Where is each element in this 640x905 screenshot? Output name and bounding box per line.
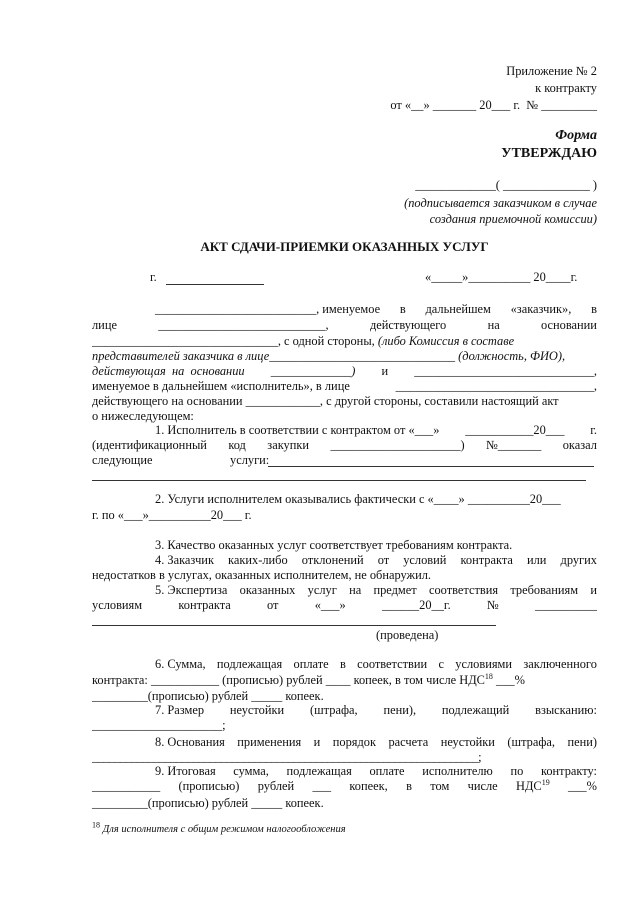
intro-line-5: действующая на основании _____________) и _____________________________,: [92, 364, 597, 378]
signature-note-2: создания приемочной комиссии): [429, 212, 597, 226]
item-9-line-1: 9. Итоговая сумма, подлежащая оплате исполнителю по контракту:: [155, 764, 597, 778]
appendix-contract-date: от «__» _______ 20___ г. № _________: [390, 98, 597, 112]
item-6-line-1: 6. Сумма, подлежащая оплате в соответствии с условиями заключенного: [155, 657, 597, 671]
item-1-line-3-services: услуги:: [230, 453, 270, 467]
item-1-line-1: 1. Исполнитель в соответствии с контрактом от «___» ___________20___ г.: [155, 423, 597, 437]
intro-line-1: __________________________, именуемое в дальнейшем «заказчик», в: [155, 302, 597, 316]
item-4-line-2: недостатков в услугах, оказанных исполнителем, не обнаружил.: [92, 568, 432, 582]
item-6-line-3: _________(прописью) рублей _____ копеек.: [92, 689, 324, 703]
intro-line-8: о нижеследующем:: [92, 409, 194, 423]
item-8-line-2: _____________________________________________________________________;: [92, 750, 481, 764]
act-date: «_____»__________ 20____г.: [425, 270, 578, 284]
item-5-conducted: (проведена): [376, 628, 439, 642]
item-1-line-2: (идентификационный код закупки _____________________) №_______ оказал: [92, 438, 597, 452]
appendix-to-contract: к контракту: [535, 81, 597, 95]
intro-line-3: ______________________________, с одной стороны, (либо Комиссия в составе: [92, 334, 515, 348]
city-label: г.: [150, 270, 157, 284]
intro-line-4: представителей заказчика в лице______________________________ (должность, ФИО),: [92, 349, 566, 363]
item-9-line-2: ___________ (прописью) рублей ___ копеек, в том числе НДС$^{19}$ ___%: [92, 777, 597, 793]
item-7-line-2: _____________________;: [92, 718, 226, 732]
signature-note-1: (подписывается заказчиком в случае: [404, 196, 597, 210]
item-7-line-1: 7. Размер неустойки (штрафа, пени), подлежащий взысканию:: [155, 703, 597, 717]
item-5-line-2: условиям контракта от «___» ______20__г. № __________: [92, 598, 597, 612]
item-1-line-3-label: следующие: [92, 453, 153, 467]
intro-line-6: именуемое в дальнейшем «исполнитель», в лице ________________________________,: [92, 379, 597, 393]
item-3: 3. Качество оказанных услуг соответствует требованиям контракта.: [155, 538, 513, 552]
item-6-line-2: контракта: ___________ (прописью) рублей ____ копеек, в том числе НДС$^{18}$ ___%: [92, 671, 525, 687]
document-title: АКТ СДАЧИ-ПРИЕМКИ ОКАЗАННЫХ УСЛУГ: [200, 239, 489, 254]
item-9-line-3: _________(прописью) рублей _____ копеек.: [92, 796, 324, 810]
item-2-line-2: г. по «___»__________20___ г.: [92, 508, 252, 522]
services-underline-2: [92, 480, 586, 481]
expertise-underline: [92, 625, 496, 626]
item-2-line-1: 2. Услуги исполнителем оказывались фактически с «____» __________20___: [155, 492, 561, 506]
item-5-line-1: 5. Экспертиза оказанных услуг на предмет соответствия требованиям и: [155, 583, 597, 597]
services-underline-1: [268, 466, 594, 467]
intro-line-7: действующего на основании ____________, с другой стороны, составили настоящий акт: [92, 394, 559, 408]
appendix-number: Приложение № 2: [506, 64, 597, 78]
item-4-line-1: 4. Заказчик каких-либо отклонений от условий контракта или других: [155, 553, 597, 567]
form-label: Форма: [555, 128, 597, 143]
approve-label: УТВЕРЖДАЮ: [501, 146, 597, 161]
signature-line: _____________( ______________ ): [415, 178, 597, 192]
city-underline: [166, 284, 264, 285]
footnote: $^{18}$ Для исполнителя с общим режимом налогообложения: [92, 820, 346, 835]
intro-line-2: лице ___________________________, действующего на основании: [92, 318, 597, 332]
item-8-line-1: 8. Основания применения и порядок расчета неустойки (штрафа, пени): [155, 735, 597, 749]
